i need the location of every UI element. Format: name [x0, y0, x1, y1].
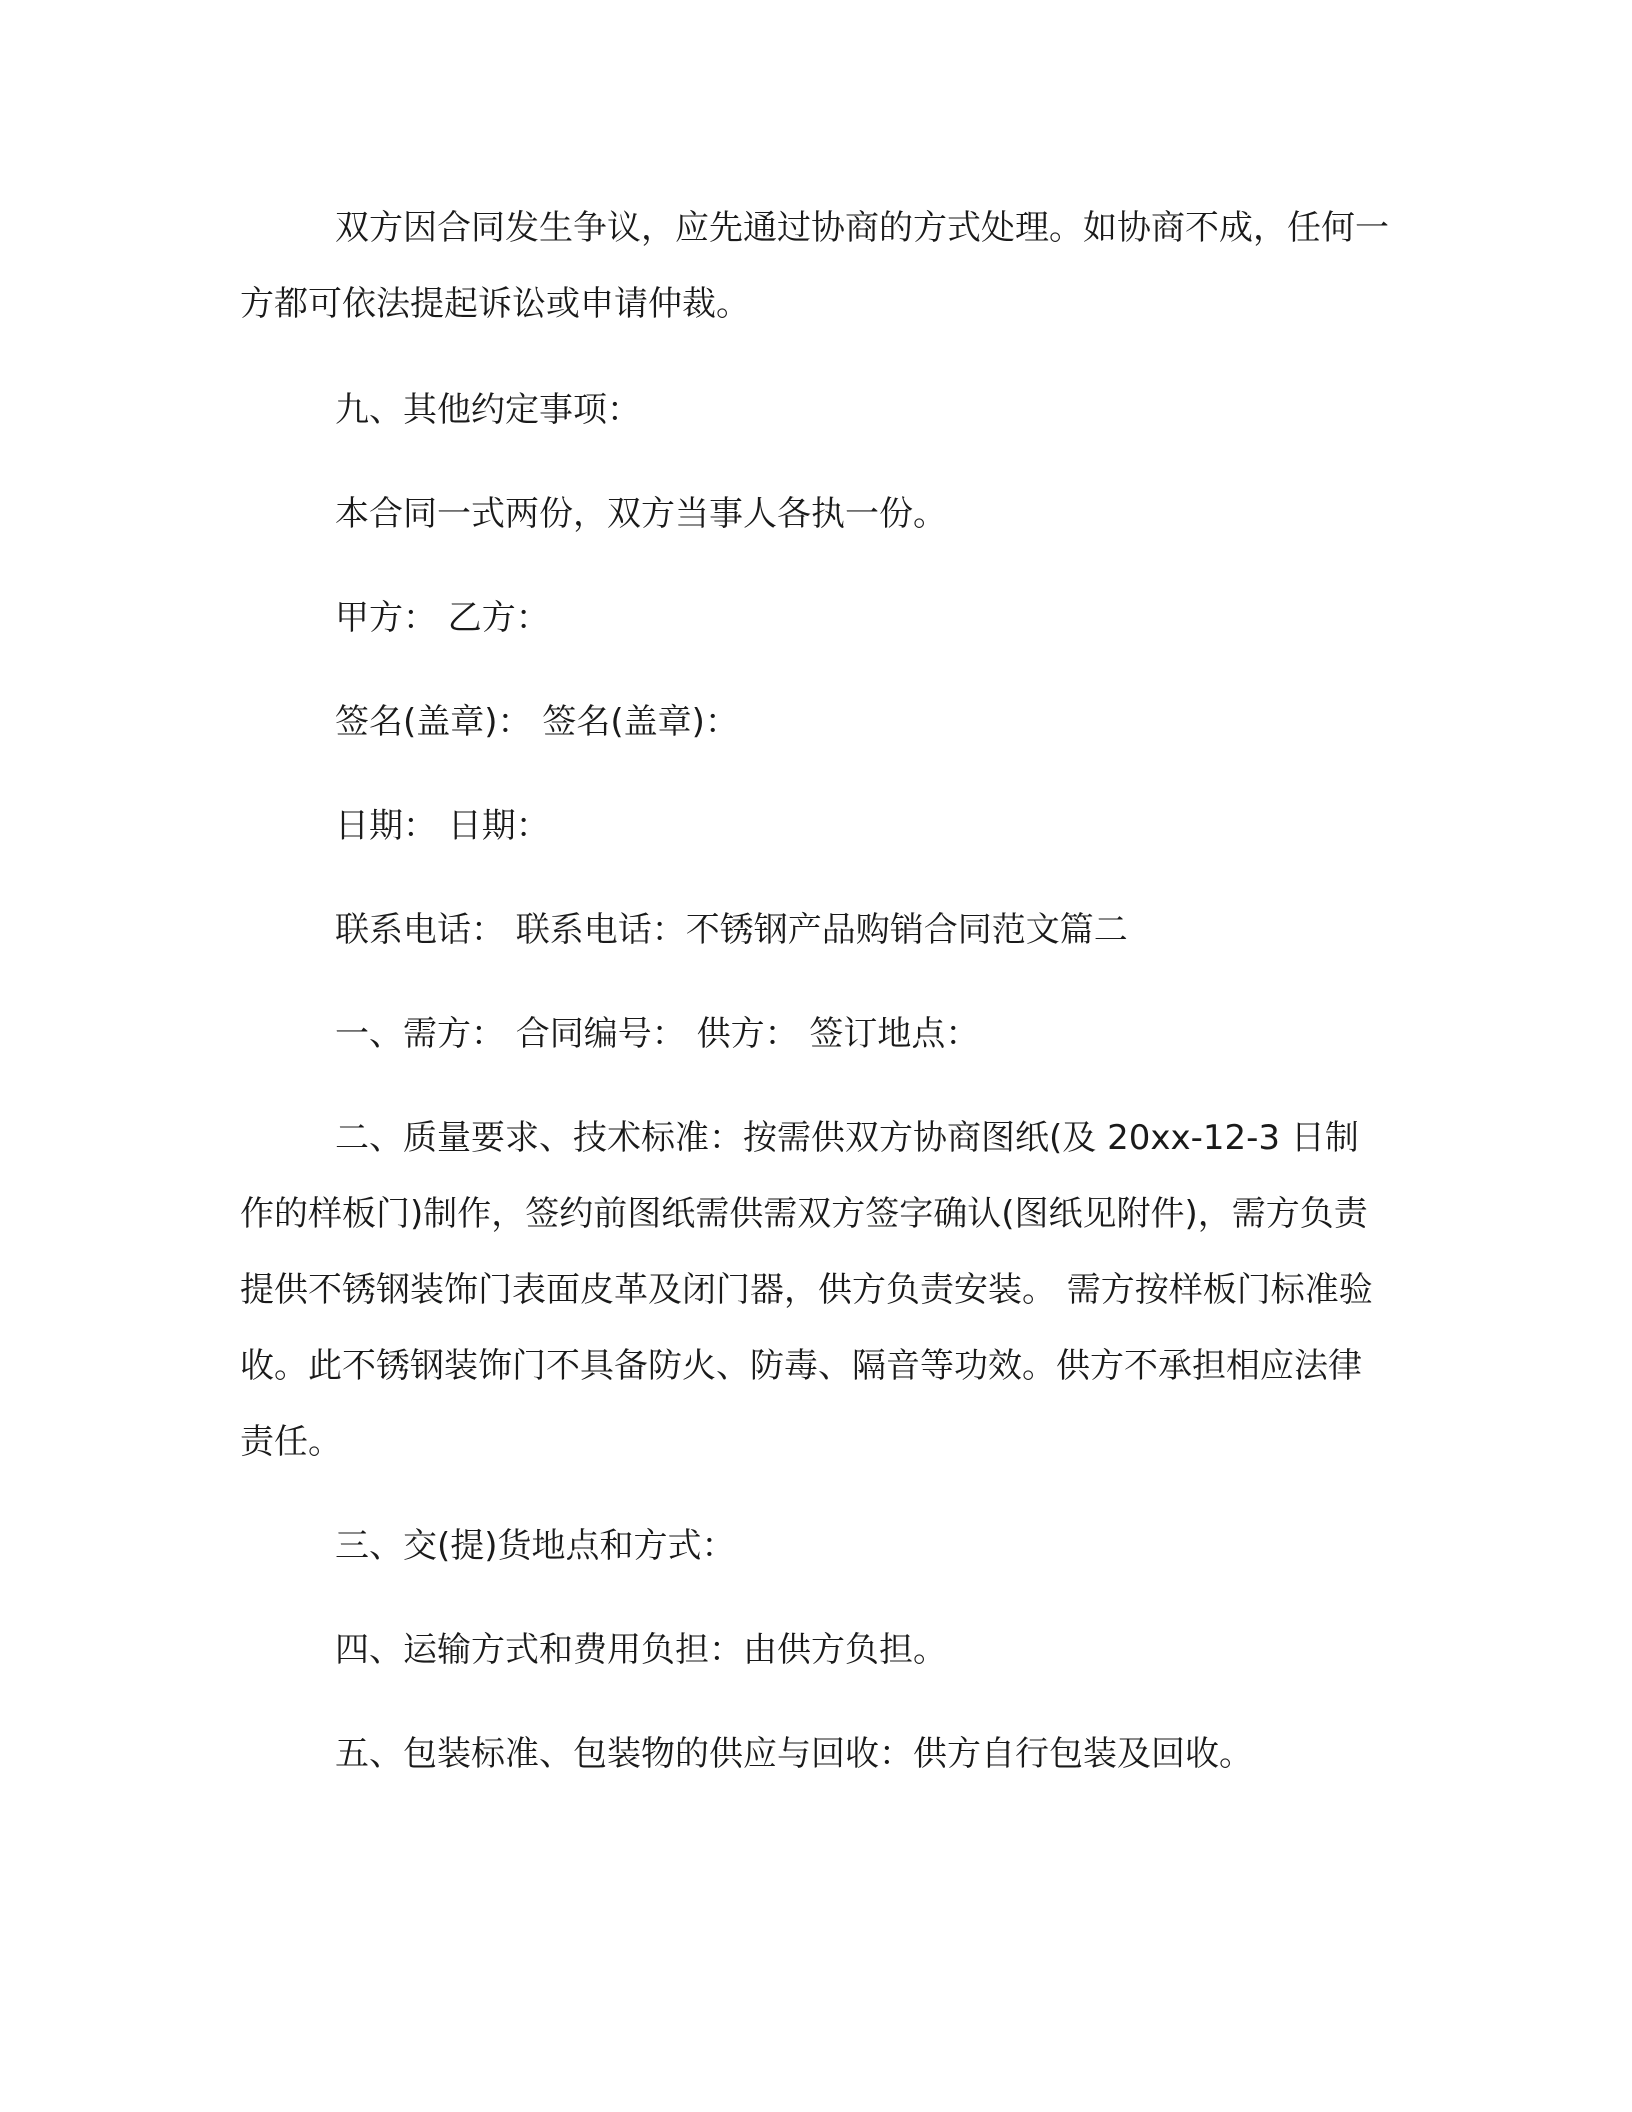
- paragraph-section-one: 一、需方： 合同编号： 供方： 签订地点：: [335, 1014, 980, 1054]
- paragraph-signatures: 签名(盖章)： 签名(盖章)：: [335, 702, 739, 742]
- paragraph-section-nine-heading: 九、其他约定事项：: [335, 390, 641, 430]
- paragraph-phone-and-title: 联系电话： 联系电话：不锈钢产品购销合同范文篇二: [335, 910, 1128, 950]
- paragraph-dates: 日期： 日期：: [335, 806, 550, 846]
- paragraph-section-three-delivery: 三、交(提)货地点和方式：: [335, 1526, 736, 1566]
- paragraph-copies: 本合同一式两份，双方当事人各执一份。: [335, 494, 947, 534]
- paragraph-parties: 甲方： 乙方：: [335, 598, 550, 638]
- document-page: [240, 190, 1390, 1792]
- paragraph-section-five-packaging: 五、包装标准、包装物的供应与回收：供方自行包装及回收。: [335, 1734, 1253, 1774]
- paragraph-section-two-quality: 二、质量要求、技术标准：按需供双方协商图纸(及 20xx-12-3 日制作的样板门)制作，签约前图纸需供需双方签字确认(图纸见附件)，需方负责提供不锈钢装饰门表面皮革及闭门器，供方负责安装。 需方按样板门标准验收。此不锈钢装饰门不具备防火、防毒、隔音等功效。供方不承担相应法律责任。: [240, 1118, 1373, 1462]
- paragraph-section-four-transport: 四、运输方式和费用负担：由供方负担。: [335, 1630, 947, 1670]
- paragraph-dispute-resolution: 双方因合同发生争议，应先通过协商的方式处理。如协商不成，任何一方都可依法提起诉讼或申请仲裁。: [240, 208, 1389, 324]
